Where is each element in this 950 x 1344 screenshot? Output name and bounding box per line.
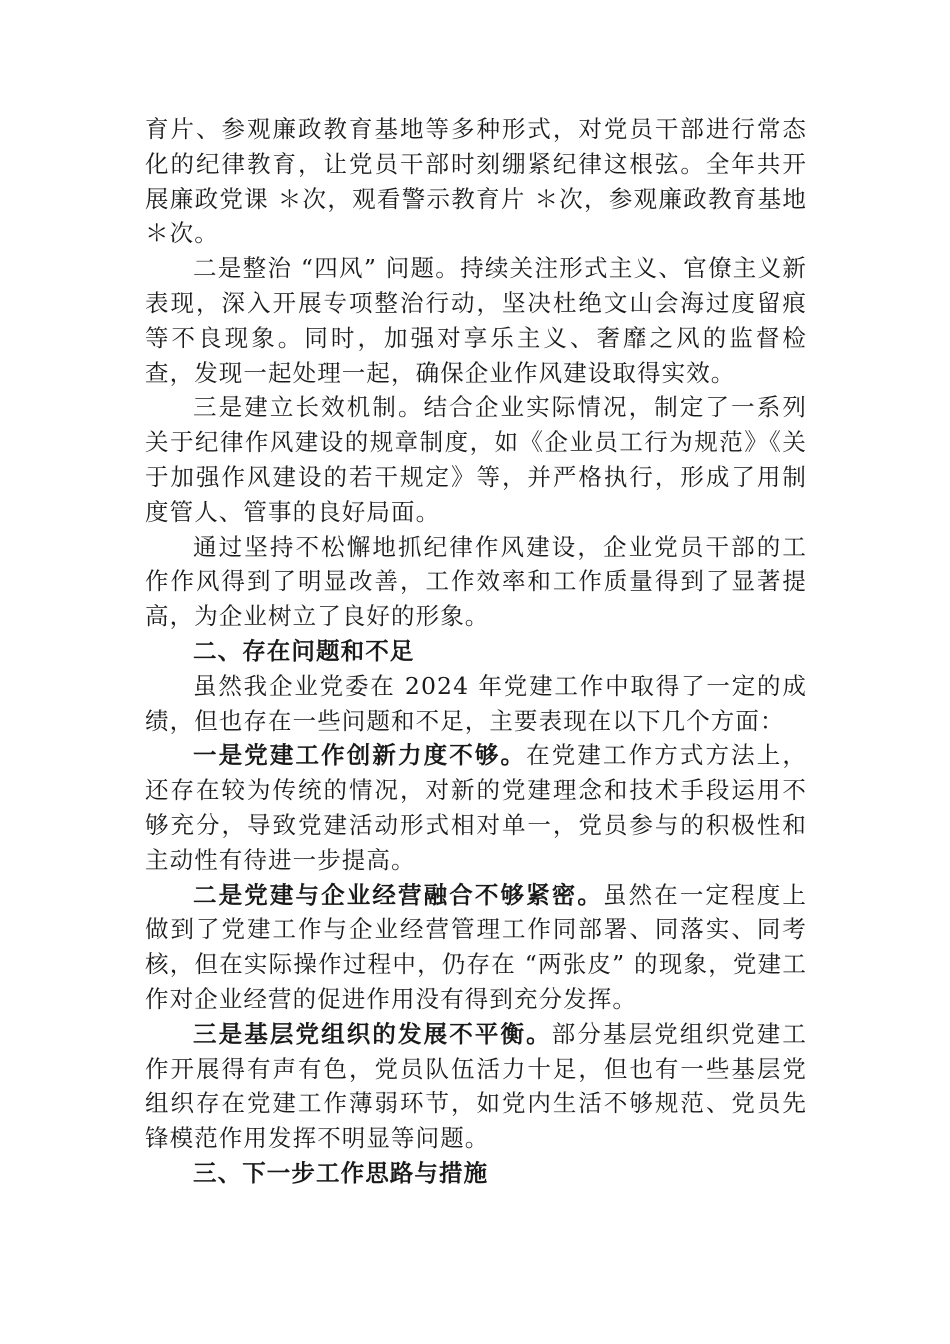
document-page [145, 112, 807, 1191]
paragraph-integration [145, 878, 807, 1017]
section-heading-next-steps: 三、下一步工作思路与措施 [193, 1158, 489, 1187]
paragraph-problems-intro: 虽然我企业党委在 2024 年党建工作中取得了一定的成绩，但也存在一些问题和不足，主要表现在以下几个方面： [145, 671, 807, 735]
lead-integration: 二是党建与企业经营融合不够紧密。 [193, 880, 604, 909]
paragraph-innovation [145, 738, 807, 877]
paragraph-results: 通过坚持不松懈地抓纪律作风建设，企业党员干部的工作作风得到了明显改善，工作效率和工作质量得到了显著提高，为企业树立了良好的形象。 [145, 532, 807, 631]
body-innovation: 在党建工作方式方法上，还存在较为传统的情况，对新的党建理念和技术手段运用不够充分，导致党建活动形式相对单一，党员参与的积极性和主动性有待进一步提高。 [145, 741, 807, 874]
lead-innovation: 一是党建工作创新力度不够。 [193, 741, 527, 770]
body-grassroots: 部分基层党组织党建工作开展得有声有色，党员队伍活力十足，但也有一些基层党组织存在党建工作薄弱环节，如党内生活不够规范、党员先锋模范作用发挥不明显等问题。 [145, 1019, 807, 1153]
section-heading-problems: 二、存在问题和不足 [193, 636, 415, 665]
paragraph-four-winds: 二是整治 “四风” 问题。持续关注形式主义、官僚主义新表现，深入开展专项整治行动，坚决杜绝文山会海过度留痕等不良现象。同时，加强对享乐主义、奢靡之风的监督检查，发现一起处理一起，确保企业作风建设取得实效。 [145, 254, 807, 387]
paragraph-grassroots [145, 1017, 807, 1156]
paragraph-education-activities: 育片、参观廉政教育基地等多种形式，对党员干部进行常态化的纪律教育，让党员干部时刻绷紧纪律这根弦。全年共开展廉政党课 ＊次，观看警示教育片 ＊次，参观廉政教育基地 ＊次。 [145, 115, 807, 248]
lead-grassroots: 三是基层党组织的发展不平衡。 [193, 1019, 552, 1048]
body-integration: 虽然在一定程度上做到了党建工作与企业经营管理工作同部署、同落实、同考核，但在实际操作过程中，仍存在 “两张皮” 的现象，党建工作对企业经营的促进作用没有得到充分发挥。 [145, 880, 807, 1013]
paragraph-long-term-mechanism: 三是建立长效机制。结合企业实际情况，制定了一系列关于纪律作风建设的规章制度，如《企业员工行为规范》《关于加强作风建设的若干规定》等，并严格执行，形成了用制度管人、管事的良好局面。 [145, 393, 807, 526]
